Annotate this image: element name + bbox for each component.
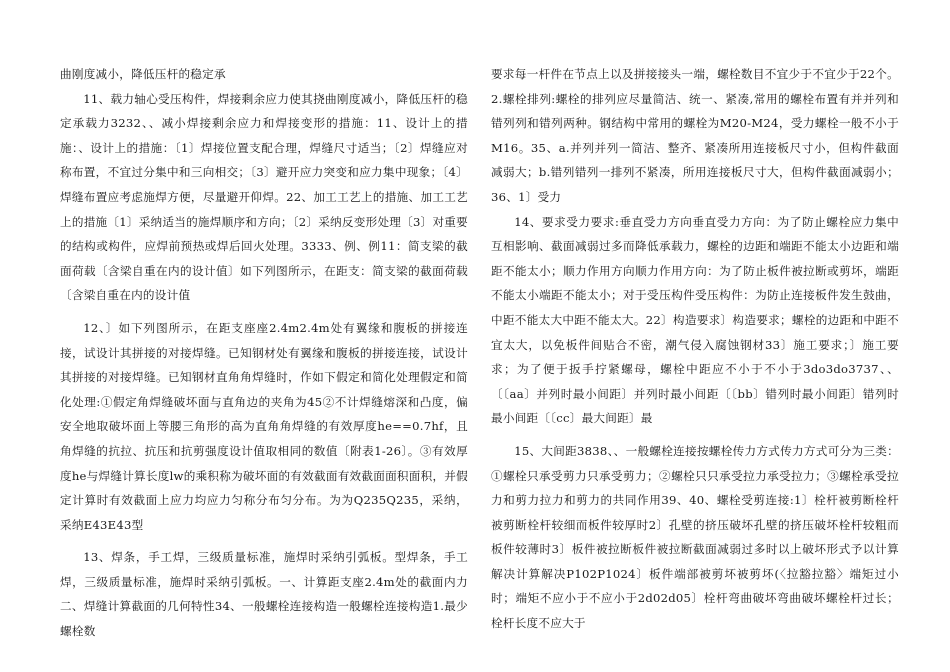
- paragraph-left-1: 曲刚度减小，降低压杆的稳定承: [60, 67, 226, 81]
- left-column: [60, 62, 468, 644]
- paragraph-left-2: 11、载力轴心受压构件，焊接剩余应力使其挠曲刚度减小，降低压杆的稳定承载力3232、、减小焊接剩余应力和焊接变形的措施：11、设计上的措施：、设计上的措施：〔1〕焊接位置支配合理，焊缝尺寸适当；〔2〕焊缝应对称布置，不宜过分集中和三向相交；〔3〕避开应力突变和应力集中现象；〔4〕焊缝布置应考虑施焊方便，尽量避开仰焊。22、加工工艺上的措施、加工工艺上的措施〔1〕采纳适当的施焊顺序和方向；〔2〕采纳反变形处理〔3〕对重要的结构或构件，应焊前预热或焊后回火处理。3333、例、例11：简支梁的截面荷载〔含梁自重在内的设计值〕如下列图所示，在距支：简支梁的截面荷载〔含梁自重在内的设计值: [60, 91, 468, 303]
- paragraph-left-4: 13、焊条，手工焊，三级质量标准，施焊时采纳引弧板。型焊条，手工焊，三级质量标准，施焊时采纳引弧板。一、计算距支座2.4m处的截面内力二、焊缝计算截面的几何特性34、一般螺栓连接构造一般螺栓连接构造1.最少螺栓数: [60, 550, 468, 639]
- right-column: [491, 62, 899, 636]
- paragraph-right-1: 要求每一杆件在节点上以及拼接接头一端，螺栓数目不宜少于不宜少于22个。2.螺栓排列:螺栓的排列应尽量简洁、统一、紧凑,常用的螺栓布置有并并列和错列列和错列两种。钢结构中常用的螺栓为M20-M24，受力螺栓一般不小于M16。35、a.并列并列一简洁、整齐、紧凑所用连接板尺寸小，但构件截面减弱大；b.错列错列一排列不紧凑，所用连接板尺寸大，但构件截面减弱小；36、1〕受力: [491, 67, 899, 204]
- paragraph-right-2: 14、要求受力要求:垂直受力方向垂直受力方向：为了防止螺栓应力集中互相影响、截面减弱过多而降低承载力，螺栓的边距和端距不能太小边距和端距不能太小；顺力作用方向顺力作用方向：为了防止板件被拉断或剪坏，端距不能太小端距不能太小；对于受压构件受压构件：为防止连接板件发生鼓曲，中距不能太大中距不能太大。22〕构造要求〕构造要求；螺栓的边距和中距不宜太大，以免板件间贴合不密，潮气侵入腐蚀钢材33〕施工要求；〕施工要求；为了便于扳手拧紧螺母，螺栓中距应不小于不小于3do3do3737、、〔〔aa〕并列时最小间距〕并列时最小间距〔〔bb〕错列时最小间距〕错列时最小间距〔〔cc〕最大间距〕最: [491, 214, 899, 426]
- paragraph-right-3: 15、大间距3838、、一般螺栓连接按螺栓传力方式传力方式可分为三类：①螺栓只承受剪力只承受剪力；②螺栓只只承受拉力承受拉力；③螺栓承受拉力和剪力拉力和剪力的共同作用39、40、螺栓受剪连接:1〕栓杆被剪断栓杆被剪断栓杆较细而板件较厚时2〕孔壁的挤压破坏孔壁的挤压破坏栓杆较粗而板件较薄时3〕板件被拉断板件被拉断截面减弱过多时以上破坏形式予以计算解决计算解决P102P1024〕板件端部被剪坏被剪坏(〈拉豁拉豁〉端矩过小时；端矩不应小于不应小于2d02d05〕栓杆弯曲破坏弯曲破坏螺栓杆过长；栓杆长度不应大于: [491, 443, 899, 631]
- paragraph-left-3: 12、〕如下列图所示，在距支座座2.4m2.4m处有翼缘和腹板的拼接连接，试设计其拼接的对接焊缝。已知钢材处有翼缘和腹板的拼接连接，试设计其拼接的对接焊缝。已知钢材直角角焊缝时，作如下假定和简化处理假定和简化处理:①假定角焊缝破坏面与直角边的夹角为45②不计焊缝熔深和凸度，偏安全地取破坏面上等腰三角形的高为直角角焊缝的有效厚度he==0.7hf，且角焊缝的抗拉、抗压和抗剪强度设计值取相同的数值〔附表1-26〕。③有效厚度he与焊缝计算长度lw的乘积称为破坏面的有效截面有效截面面积面积，并假定计算时有效截面上应力均应力匀称分布匀分布。为为Q235Q235，采纳，采纳E43E43型: [60, 320, 468, 532]
